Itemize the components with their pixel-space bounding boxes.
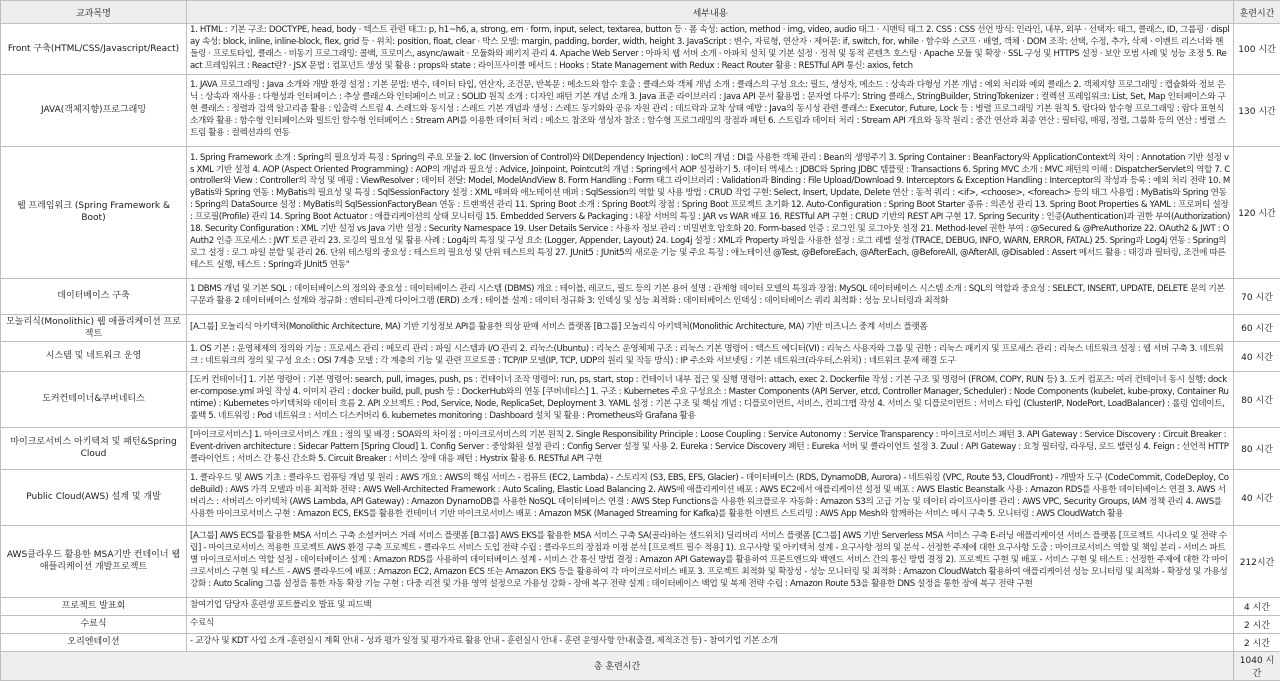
detail-cell: 1. HTML : 기본 구조: DOCTYPE, head, body · 텍스트 관련 태그: p, h1~h6, a, strong, em · form, input, select, textarea, button 등 · 폼 속성: action, method · img, video, audio 태그 · 시맨틱 태그 2. CSS : CSS 선언 방식: 인라인, 내부, 외부 · 선택자: 태그, 클래스, ID, 그룹핑 · display 속성: block, inline, inline-block, flex, grid 등 · 위치: position, float, clear · 박스 모델: margin, padding, border, width, height 3. JavaScript : 변수, 자료형, 연산자 · 제어문: if, switch, for, while · 함수와 스코프 · 배열, 객체 · DOM 조작: 선택, 수정, 추가, 삭제 · 이벤트 리스너와 핸들링 · 프로토타입, 클래스 · 비동기 프로그래밍: 콜백, 프로미스, async/await · 모듈화와 패키지 관리 4. Apache Web Server : 아파치 웹 서버 소개 · 아파치 설치 및 기본 설정 · 정적 및 동적 콘텐츠 호스팅 · Apache 모듈 및 확장 · SSL 구성 및 HTTPS 설정 · 보안 모범 사례 및 성능 조정 5. React 프레임워크 : React란? · JSX 문법 : 컴포넌트 생성 및 활용 : props와 state : 라이프사이클 메서드 : Hooks : State Management with Redux : React Router 활용 : RESTful API 통신: axios, fetch <box>187 24 1234 75</box>
subject-cell: 데이터베이스 구축 <box>1 278 187 314</box>
subject-cell: 도커컨테이너&쿠버네티스 <box>1 371 187 427</box>
hours-cell: 100 시간 <box>1234 24 1280 75</box>
table-row <box>1 371 1280 427</box>
table-row <box>1 278 1280 314</box>
subject-cell: Front 구축(HTML/CSS/Javascript/React) <box>1 24 187 75</box>
table-row <box>1 74 1280 146</box>
table-row <box>1 146 1280 278</box>
hours-cell: 40 시간 <box>1234 469 1280 525</box>
total-hours: 1040 시간 <box>1234 651 1280 680</box>
subject-cell: 프로젝트 발표회 <box>1 597 187 615</box>
detail-cell: [A그룹] AWS ECS를 활용한 MSA 서비스 구축 소셜커머스 거래 서비스 플랫폼 [B그룹] AWS EKS를 활용한 MSA 서비스 구축 SA(골라)하는 센드위치) 딜리버리 서비스 플랫폼 [C그룹] AWS 기반 Serverless MSA 서비스 구축 E-러닝 애플리케이션 서비스 플랫폼 [프로젝트 시나리오 및 전략 수립] - 마이크로서비스 적용한 프로젝트 AWS 환경 구축 프로젝트 - 클라우드 서비스 도입 전략 수립 : 클라우드의 장점과 이점 분석 [프로젝트 필수 적용] 1). 요구사항 및 아키텍처 설계 - 요구사항 정의 및 분석 - 선정한 주제에 대한 요구사항 도출 : 마이크로서비스 역할 및 책임 분리 - 서비스 파트별 마이크로서비스 역할 설정 - 데이터베이스 설계 : Amazon RDS를 사용하여 데이터베이스 설계 - 서비스 간 통신 방법 결정 : Amazon API Gateway를 활용하여 프론트엔드와 백엔드 서비스 간의 통신 방법 결정 2). 프로젝트 구현 및 배포 - 서비스 구현 및 테스트 : 선정한 주제에 대한 각 마이크로서비스 구현 및 테스트 - AWS 클라우드에 배포 : Amazon EC2, Amazon ECS 또는 Amazon EKS 등을 활용하여 각 마이크로서비스 배포 3. 프로젝트 최적화 및 확장성 - 성능 모니터링 및 최적화 : Amazon CloudWatch 활용하여 애플리케이션 성능 모니터링 및 최적화 - 확장성 및 가용성 강화 : Auto Scaling 그룹 설정을 통한 자동 확장 기능 구현 : 다중 리전 및 가용 영역 설정으로 가용성 강화 - 장애 복구 전략 설계 : 데이터베이스 백업 및 복제 전략 수립 : Amazon Route 53을 활용한 DNS 설정을 통한 장애 복구 전략 구현 <box>187 525 1234 597</box>
hours-cell: 80 시간 <box>1234 427 1280 469</box>
header-row <box>1 1 1280 24</box>
detail-cell: 참여기업 담당자 훈련생 포트폴리오 발표 및 피드백 <box>187 597 1234 615</box>
detail-cell: [A그룹] 모놀리식 아키텍처(Monolithic Architecture, MA) 기반 기성정보 API를 활용한 의상 판매 서비스 플랫폼 [B그룹] 모놀리식 아키텍처(Monolithic Architecture, MA) 기반 비즈니스 중계 서비스 플랫폼 <box>187 314 1234 341</box>
detail-cell: [마이크로서비스] 1. 마이크로서비스 개요 : 정의 및 배경 : SOA와의 차이점 : 마이크로서비스의 기본 원칙 2. Single Responsibility Principle : Loose Coupling : Service Autonomy : Service Transparency : 마이크로서비스 패턴 3. API Gateway : Service Discovery : Circuit Breaker : Event-driven architecture : Sidecar Pattern [Spring Cloud] 1. Config Server : 중앙화된 설정 관리 : Config Server 설정 및 사용 2. Eureka : Service Discovery 패턴 : Eureka 서버 및 클라이언트 설정 3. Zuul : API Gateway : 요청 필터링, 라우팅, 로드 밸런싱 4. Feign : 선언적 HTTP 클라이언트 : 서비스 간 통신 간소화 5. Circuit Breaker : 서비스 장애 대응 패턴 : Hystrix 활용 6. RESTful API 구현 <box>187 427 1234 469</box>
subject-cell: 마이크로서비스 아키텍쳐 및 패턴&Spring Cloud <box>1 427 187 469</box>
table-row <box>1 469 1280 525</box>
table-row <box>1 525 1280 597</box>
table-row <box>1 615 1280 633</box>
table-row <box>1 597 1280 615</box>
table-row <box>1 24 1280 75</box>
hours-cell: 80 시간 <box>1234 371 1280 427</box>
subject-cell: AWS클라우드 활용한 MSA기반 컨테이너 웹 애플리케이션 개발프로젝트 <box>1 525 187 597</box>
total-row <box>1 651 1280 680</box>
subject-cell: JAVA(객체지향)프로그래밍 <box>1 74 187 146</box>
subject-cell: Public Cloud(AWS) 설계 및 개발 <box>1 469 187 525</box>
hours-cell: 70 시간 <box>1234 278 1280 314</box>
subject-cell: 웹 프레임워크 (Spring Framework & Boot) <box>1 146 187 278</box>
header-subject: 교과목명 <box>1 1 187 24</box>
hours-cell: 4 시간 <box>1234 597 1280 615</box>
hours-cell: 2 시간 <box>1234 615 1280 633</box>
hours-cell: 130 시간 <box>1234 74 1280 146</box>
table-row <box>1 633 1280 651</box>
detail-cell: 1 DBMS 개념 및 기본 SQL : 데이터베이스의 정의와 중요성 : 데이터베이스 관리 시스템 (DBMS) 개요 : 테이블, 레코드, 필드 등의 기본 용어 설명 : 관계형 데이터 모델의 특징과 장점: MySQL 데이터베이스 시스템 소개 : SQL의 역할과 중요성 : SELECT, INSERT, UPDATE, DELETE 문의 기본 구문과 활용 2 데이터베이스 설계와 정규화 : 엔티티-관계 다이어그램 (ERD) 소개 : 테이블 설계 : 데이터 정규화 3: 인덱싱 및 성능 최적화 : 데이터베이스 인덱싱 : 데이터베이스 쿼리 최적화 : 성능 모니터링과 최적화 <box>187 278 1234 314</box>
header-hours: 훈련시간 <box>1234 1 1280 24</box>
table-row <box>1 341 1280 371</box>
detail-cell: 1. JAVA 프로그래밍 : Java 소개와 개발 환경 설정 : 기본 문법: 변수, 데이터 타입, 연산자, 조건문, 반복문 : 메소드와 함수 호출 : 클래스와 객체 개념 소개 : 클래스의 구성 요소: 필드, 생성자, 메소드 : 상속과 다형성 기본 개념 : 예외 처리와 예외 클래스 2. 객체지향 프로그래밍 : 캡슐화와 정보 은닉 : 상속과 재사용 : 다형성과 인터페이스 : 추상 클래스와 인터페이스 비교 : SOLID 원칙 소개 : 디자인 패턴 기본 개념 소개 3. Java 표준 라이브러리 : Java API 문서 활용법 : 문자열 다루기: String 클래스, StringBuilder, StringTokenizer : 컬렉션 프레임워크: List, Set, Map 인터페이스와 구현 클래스 : 정렬과 검색 알고리즘 활용 : 입출력 스트림 4. 스레드와 동시성 : 스레드 기본 개념과 생성 : 스레드 동기화와 공유 자원 관리 : 데드락과 교착 상태 예방 : Java의 동시성 관련 클래스: Executor, Future, Lock 등 : 병렬 프로그래밍 기본 원칙 5. 람다와 함수형 프로그래밍 : 람다 표현식 소개와 활용 : 함수형 인터페이스와 빌트인 함수형 인터페이스 : Stream API를 이용한 데이터 처리 : 메소드 참조와 생성자 참조 : 함수형 프로그래밍의 장점과 패턴 6. 스트림과 데이터 처리 : Stream API 개요와 동작 원리 : 중간 연산과 최종 연산 : 필터링, 매핑, 정렬, 그룹화 등의 연산 : 병렬 스트림 활용 : 컬렉션과의 연동 <box>187 74 1234 146</box>
subject-cell: 모놀리식(Monolithic) 웹 애플리케이션 프로젝트 <box>1 314 187 341</box>
hours-cell: 60 시간 <box>1234 314 1280 341</box>
detail-cell: - 교강사 및 KDT 사업 소개 -훈련실시 계획 안내 - 성과 평가 일정 및 평가자료 활용 안내 - 훈련실시 안내 - 훈련 운영사항 안내(출결, 제적조건 등) - 참여기업 기본 소개 <box>187 633 1234 651</box>
detail-cell: [도커 컨테이너] 1. 기본 명령어 : 기본 명령어: search, pull, images, push, ps : 컨테이너 조작 명령어: run, ps, start, stop : 컨테이너 내부 접근 및 실행 명령어: attach, exec 2. Dockerfile 작성 : 기본 구조 및 명령어 (FROM, COPY, RUN 등) 3. 도커 컴포즈: 여러 컨테이너 동시 실행: docker-compose.yml 파일 작성 4. 이미지 관리 : docker build, pull, push 등 : DockerHub와의 연동 [쿠버네티스] 1. 구조 : Kubernetes 주요 구성요소 : Master Components (API Server, etcd, Controller Manager, Scheduler) : Node Components (kubelet, kube-proxy, Container Runtime) : Kubernetes 아키텍처와 데이터 흐름 2. API 오브젝트 : Pod, Service, Node, ReplicaSet, Deployment 3. YAML 설정 : 기본 구조 및 핵심 개념 : 디플로이먼트, 서비스, 컨피그맵 작성 4. 서비스 및 디플로이먼트 : 서비스 타입 (ClusterIP, NodePort, LoadBalancer) : 롤링 업데이트, 롤백 5. 네트워킹 : Pod 네트워크 : 서비스 디스커버리 6. kubernetes monitoring : Dashboard 설치 및 활용 : Prometheus와 Grafana 활용 <box>187 371 1234 427</box>
subject-cell: 시스템 및 네트워크 운영 <box>1 341 187 371</box>
table-row <box>1 427 1280 469</box>
hours-cell: 120 시간 <box>1234 146 1280 278</box>
total-label: 총 훈련시간 <box>1 651 1234 680</box>
hours-cell: 40 시간 <box>1234 341 1280 371</box>
detail-cell: 1. OS 기본 : 운영체제의 정의와 기능 : 프로세스 관리 : 메모리 관리 : 파일 시스템과 I/O 관리 2. 리눅스(Ubuntu) : 리눅스 운영체제 구조 : 리눅스 기본 명령어 : 텍스트 에디터(VI) : 리눅스 사용자와 그룹 및 권한 : 리눅스 패키지 및 프로세스 관리 : 리눅스 네트워크 설정 : 웹 서버 구축 3. 네트워크 : 네트워크의 정의 및 구성 요소 : OSI 7계층 모델 : 각 계층의 기능 및 관련 프로토콜 : TCP/IP 모델(IP, TCP, UDP의 원리 및 작동 방식) : IP 주소와 서브넷팅 : 기본 네트워크(라우터,스위치) : 네트워크 문제 해결 도구 <box>187 341 1234 371</box>
table-row <box>1 314 1280 341</box>
detail-cell: 1. Spring Framework 소개 : Spring의 필요성과 특징 : Spring의 주요 모듈 2. IoC (Inversion of Control)와 DI(Dependency Injection) : IoC의 개념 : DI를 사용한 객체 관리 : Bean의 생명주기 3. Spring Container : BeanFactory와 ApplicationContext의 차이 : Annotation 기반 설정 vs XML 기반 설정 4. AOP (Aspect Oriented Programming) : AOP의 개념과 필요성 : Advice, Joinpoint, Pointcut의 개념 : Spring에서 AOP 설정하기 5. 데이터 엑세스 : JDBC와 Spring JDBC 템플릿 : Transactions 6. Spring MVC 소개 : MVC 패턴의 이해 : DispatcherServlet의 역할 7. Controller와 View : Controller의 작성 및 매핑 : ViewResolver : 데이터 전달: Model, ModelAndView 8. Form Handling : Form 태그 라이브러리 : Validation과 Binding : File Upload/Download 9. Interceptors & Exception Handling : Interceptor의 작성과 등록 : 예외 처리 전략 10. MyBatis와 Spring 연동 : MyBatis의 필요성 및 특징 : SqlSessionFactory 설정 : XML 매퍼와 애노테이션 매퍼 : SqlSession의 역할 및 사용 방법 : CRUD 작업 구현: Select, Insert, Update, Delete 연산 : 동적 쿼리 : <if>, <choose>, <foreach> 등의 태그 사용법 : MyBatis와 Spring 연동 : Spring의 DataSource 설정 : MyBatis의 SqlSessionFactoryBean 연동 : 트랜잭션 관리 11. Spring Boot 소개 : Spring Boot의 장점 : Spring Boot 프로젝트 초기화 12. Auto-Configuration : Spring Boot Starter 종류 : 의존성 관리 13. Spring Boot Properties & YAML : 프로퍼티 설정 : 프로필(Profile) 관리 14. Spring Boot Actuator : 애플리케이션의 상태 모니터링 15. Embedded Servers & Packaging : 내장 서버의 특징 : JAR vs WAR 배포 16. RESTful API 구현 : CRUD 기반의 REST API 구현 17. Spring Security : 인증(Authentication)과 권한 부여(Authorization) 18. Security Configuration : XML 기반 설정 vs Java 기반 설정 : Security Namespace 19. User Details Service : 사용자 정보 관리 : 비밀번호 암호화 20. Form-based 인증 : 로그인 및 로그아웃 설정 21. Method-level 권한 부여 : @Secured & @PreAuthorize 22. OAuth2 & JWT : OAuth2 인증 프로세스 : JWT 토큰 관리 23. 로깅의 필요성 및 활용 사례 : Log4j의 특징 및 구성 요소 (Logger, Appender, Layout) 24. Log4j 설정 : XML과 Property 파일을 사용한 설정 : 로그 레벨 설정 (TRACE, DEBUG, INFO, WARN, ERROR, FATAL) 25. Spring과 Log4j 연동 : Spring의 로그 설정 : 로그 파일 분할 및 관리 26. 단위 테스팅의 중요성 : 테스트의 필요성 및 단위 테스트의 특징 27. JUnit5 : JUnit5의 새로운 기능 및 주요 특징 : 애노테이션 @Test, @BeforeEach, @AfterEach, @BeforeAll, @AfterAll, @Disabled : Assert 메서드 활용 : 태깅과 필터링, 조건에 따른 테스트 실행, 테스트 : Spring과 JUnit5 연동" <box>187 146 1234 278</box>
hours-cell: 2 시간 <box>1234 633 1280 651</box>
header-detail: 세부내용 <box>187 1 1234 24</box>
subject-cell: 수료식 <box>1 615 187 633</box>
hours-cell: 212시간 <box>1234 525 1280 597</box>
detail-cell: 수료식 <box>187 615 1234 633</box>
subject-cell: 오리엔테이션 <box>1 633 187 651</box>
detail-cell: 1. 클라우드 및 AWS 기초 : 클라우드 컴퓨팅 개념 및 원리 : AWS 개요 : AWS의 핵심 서비스 - 컴퓨트 (EC2, Lambda) - 스토리지 (S3, EBS, EFS, Glacier) - 데이터베이스 (RDS, DynamoDB, Aurora) - 네트워킹 (VPC, Route 53, CloudFront) - 개발자 도구 (CodeCommit, CodeDeploy, CodeBuild) : AWS 가격 모델과 비용 최적화 전략 : AWS Well-Architected Framework : Auto Scaling, Elastic Load Balancing 2. AWS에 애플리케이션 배포 : AWS EC2에서 애플리케이션 설정 및 배포 : AWS Elastic Beanstalk 사용 : Amazon RDS를 사용한 데이터베이스 연결 3. AWS 서버리스 : 서버리스 아키텍처 (AWS Lambda, API Gateway) : Amazon DynamoDB를 사용한 NoSQL 데이터베이스 연결 : AWS Step Functions을 사용한 워크플로우 자동화 : Amazon S3의 고급 기능 및 데이터 라이프사이클 관리 : AWS VPC, Security Groups, IAM 정책 관리 4. AWS를 사용한 마이크로서비스 구현 : Amazon ECS, EKS를 활용한 컨테이너 기반 마이크로서비스 배포 : Amazon MSK (Managed Streaming for Kafka)를 활용한 이벤트 스트리밍 : AWS App Mesh와 함께하는 서비스 메시 구축 5. 모니터링 : AWS CloudWatch 활용 <box>187 469 1234 525</box>
